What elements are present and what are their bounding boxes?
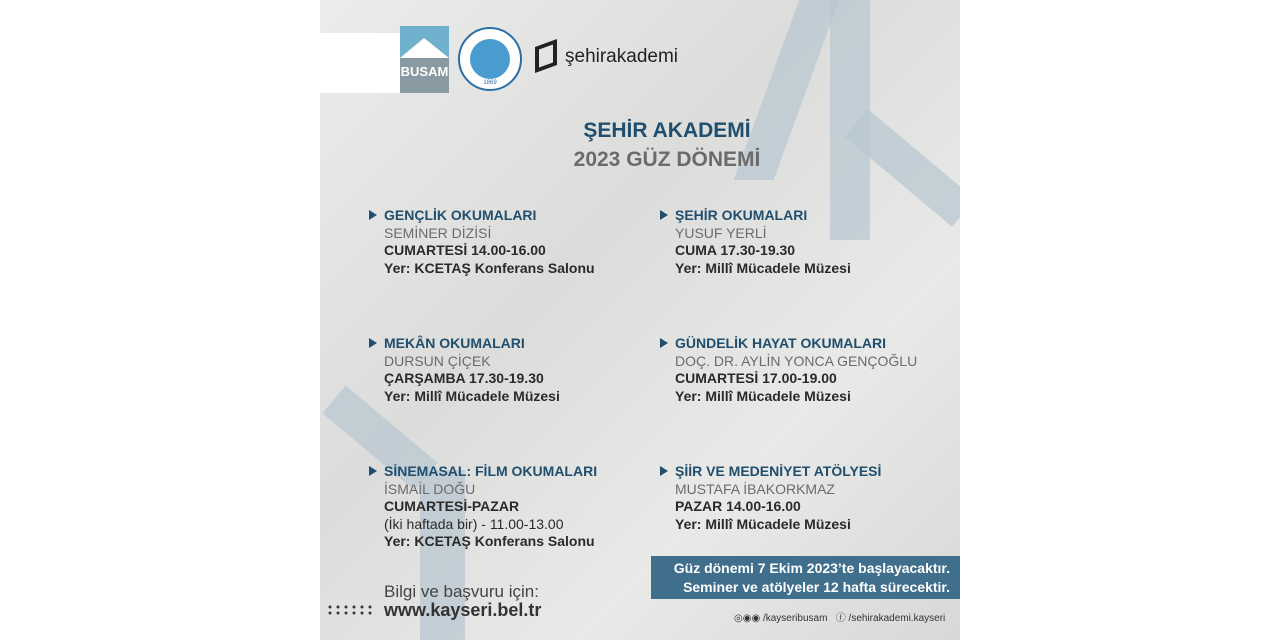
program-title: GENÇLİK OKUMALARI [384, 207, 537, 223]
kayseri-seal-logo [458, 27, 522, 91]
play-arrow-icon [660, 210, 668, 220]
busam-logo [400, 26, 449, 93]
play-arrow-icon [369, 210, 377, 220]
program-time: PAZAR 14.00-16.00 [675, 498, 801, 514]
white-band [320, 33, 400, 93]
program-title: GÜNDELİK HAYAT OKUMALARI [675, 335, 887, 351]
program-place: Yer: KCETAŞ Konferans Salonu [384, 259, 595, 276]
program-title: ŞİİR VE MEDENİYET ATÖLYESİ [675, 463, 882, 479]
program-speaker: DURSUN ÇİÇEK [384, 352, 491, 369]
seal-year: 1869 [483, 80, 497, 86]
busam-logo-text: BUSAM [400, 64, 449, 79]
dots-decoration [326, 604, 376, 616]
title-line1: ŞEHİR AKADEMİ [583, 119, 751, 142]
program-frequency: (İki haftada bir) - 11.00-13.00 [384, 515, 564, 532]
program-place: Yer: Millî Mücadele Müzesi [675, 515, 851, 532]
poster [320, 0, 960, 640]
play-arrow-icon [369, 466, 377, 476]
program-time: CUMARTESİ 14.00-16.00 [384, 242, 546, 258]
notice-line1: Güz dönemi 7 Ekim 2023’te başlayacaktır. [673, 560, 950, 576]
program-place: Yer: Millî Mücadele Müzesi [675, 259, 851, 276]
notice-box [651, 556, 960, 599]
program-speaker: DOÇ. DR. AYLİN YONCA GENÇOĞLU [675, 352, 918, 369]
program-section [675, 207, 851, 277]
social-handles [734, 609, 945, 624]
program-time: CUMARTESİ-PAZAR [384, 498, 520, 514]
program-place: Yer: KCETAŞ Konferans Salonu [384, 533, 595, 549]
program-section [675, 335, 917, 405]
program-time: CUMA 17.30-19.30 [675, 242, 796, 258]
program-speaker: YUSUF YERLİ [675, 224, 767, 241]
program-speaker: MUSTAFA İBAKORKMAZ [675, 480, 835, 497]
play-arrow-icon [660, 338, 668, 348]
notice-line2: Seminer ve atölyeler 12 hafta sürecektir. [683, 579, 950, 595]
title-line2: 2023 GÜZ DÖNEMİ [573, 148, 761, 171]
program-time: CUMARTESİ 17.00-19.00 [675, 370, 837, 386]
contact-label: Bilgi ve başvuru için: [384, 582, 539, 601]
social-handle-sehirakademi[interactable]: ⓕ /sehirakademi.kayseri [835, 613, 946, 624]
play-arrow-icon [660, 466, 668, 476]
program-section [384, 335, 560, 405]
sehir-akademi-logo-text: şehirakademi [565, 46, 678, 67]
program-speaker: İSMAİL DOĞU [384, 480, 476, 497]
program-section [675, 463, 881, 533]
program-speaker: SEMİNER DİZİSİ [384, 224, 492, 241]
sehir-akademi-icon [535, 39, 557, 73]
program-place: Yer: Millî Mücadele Müzesi [675, 387, 851, 404]
program-time: ÇARŞAMBA 17.30-19.30 [384, 370, 544, 386]
program-section [384, 463, 597, 551]
social-handle-busam[interactable]: ◎◉◉ /kayseribusam [734, 613, 828, 624]
program-section [384, 207, 595, 277]
contact-url[interactable]: www.kayseri.bel.tr [384, 600, 542, 620]
program-title: SİNEMASAL: FİLM OKUMALARI [384, 463, 598, 479]
play-arrow-icon [369, 338, 377, 348]
program-title: ŞEHİR OKUMALARI [675, 207, 808, 223]
program-place: Yer: Millî Mücadele Müzesi [384, 387, 560, 404]
program-title: MEKÂN OKUMALARI [384, 335, 525, 351]
